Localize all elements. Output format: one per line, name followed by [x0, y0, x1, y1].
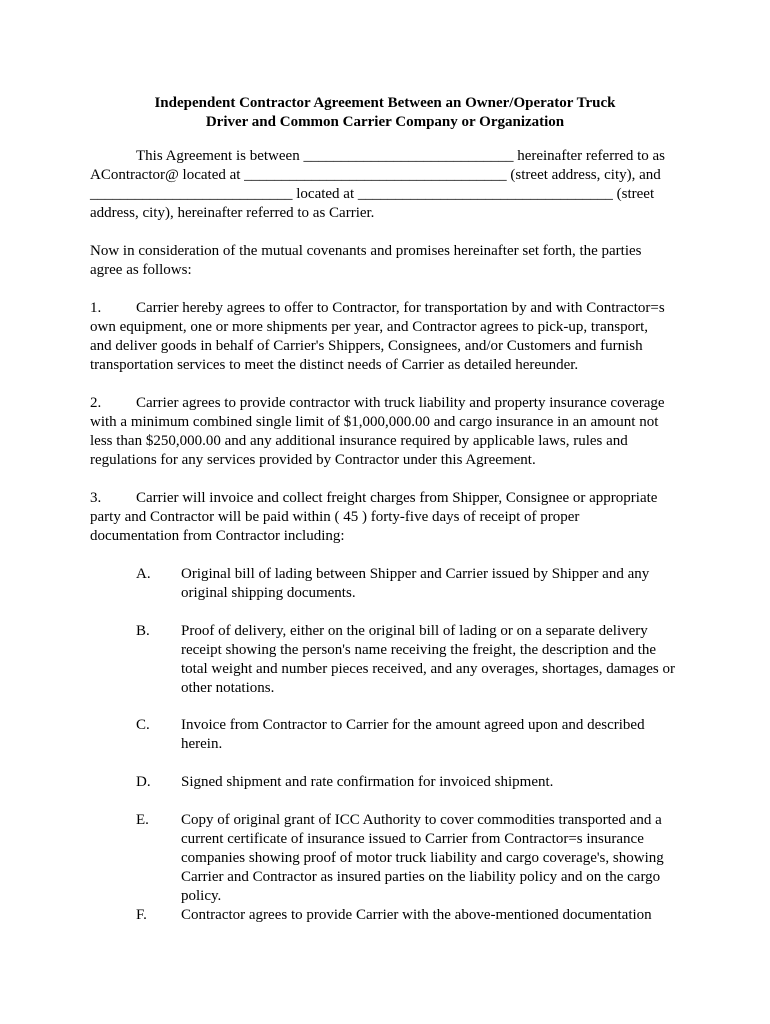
clause-2-line-2: with a minimum combined single limit of $1,000,000.00 and cargo insurance in an amount not [90, 414, 659, 430]
intro-line-2: AContractor@ located at ___________________________________ (street address, city), and [90, 167, 661, 183]
clause-1-line-4: transportation services to meet the distinct needs of Carrier as detailed hereunder. [90, 357, 579, 373]
clause-2-line-4: regulations for any services provided by Contractor under this Agreement. [90, 452, 536, 468]
intro-line-1: This Agreement is between ____________________________ hereinafter referred to as [136, 148, 666, 164]
item-c-line-1: Invoice from Contractor to Carrier for the amount agreed upon and described [181, 717, 645, 733]
item-e-line-5: policy. [181, 888, 222, 904]
item-b-line-1: Proof of delivery, either on the original bill of lading or on a separate delivery [181, 623, 648, 639]
intro-line-4: address, city), hereinafter referred to as Carrier. [90, 205, 375, 221]
clause-number: 1. [90, 300, 102, 316]
item-a-line-1: Original bill of lading between Shipper and Carrier issued by Shipper and any [181, 566, 650, 582]
item-letter: C. [136, 717, 150, 733]
clause-1-line-2: own equipment, one or more shipments per year, and Contractor agrees to pick-up, transport, [90, 319, 648, 335]
item-d-line-1: Signed shipment and rate confirmation for invoiced shipment. [181, 774, 554, 790]
item-e-line-2: current certificate of insurance issued to Carrier from Contractor=s insurance [181, 831, 644, 847]
item-e-line-1: Copy of original grant of ICC Authority to cover commodities transported and a [181, 812, 662, 828]
clause-1-line-3: and deliver goods in behalf of Carrier's Shippers, Consignees, and/or Customers and furnish [90, 338, 643, 354]
item-letter: F. [136, 907, 147, 923]
item-letter: B. [136, 623, 150, 639]
document-title-line-1: Independent Contractor Agreement Between an Owner/Operator Truck [154, 95, 616, 111]
item-b-line-2: receipt showing the person's name receiving the freight, the description and the [181, 642, 657, 658]
clause-2-line-3: less than $250,000.00 and any additional insurance required by applicable laws, rules and [90, 433, 628, 449]
item-letter: D. [136, 774, 151, 790]
item-e-line-3: companies showing proof of motor truck liability and cargo coverage's, showing [181, 850, 664, 866]
clause-3-line-1: Carrier will invoice and collect freight charges from Shipper, Consignee or appropriate [136, 490, 658, 506]
clause-number: 2. [90, 395, 102, 411]
consideration-line-2: agree as follows: [90, 262, 192, 278]
item-c-line-2: herein. [181, 736, 223, 752]
clause-1-line-1: Carrier hereby agrees to offer to Contractor, for transportation by and with Contractor=s [136, 300, 665, 316]
clause-3-line-2: party and Contractor will be paid within ( 45 ) forty-five days of receipt of proper [90, 509, 580, 525]
clause-number: 3. [90, 490, 102, 506]
item-b-line-4: other notations. [181, 680, 275, 696]
consideration-line-1: Now in consideration of the mutual covenants and promises hereinafter set forth, the parties [90, 243, 642, 259]
document-title-line-2: Driver and Common Carrier Company or Organization [205, 114, 565, 130]
item-f-line-1: Contractor agrees to provide Carrier with the above-mentioned documentation [181, 907, 652, 923]
item-a-line-2: original shipping documents. [181, 585, 356, 601]
clause-3-line-3: documentation from Contractor including: [90, 528, 345, 544]
item-letter: A. [136, 566, 151, 582]
clause-2-line-1: Carrier agrees to provide contractor with truck liability and property insurance coverage [136, 395, 665, 411]
item-letter: E. [136, 812, 149, 828]
item-b-line-3: total weight and number pieces received, and any overages, shortages, damages or [181, 661, 675, 677]
intro-line-3: ___________________________ located at __________________________________ (street [90, 186, 655, 202]
item-e-line-4: Carrier and Contractor as insured parties on the liability policy and on the cargo [181, 869, 661, 885]
